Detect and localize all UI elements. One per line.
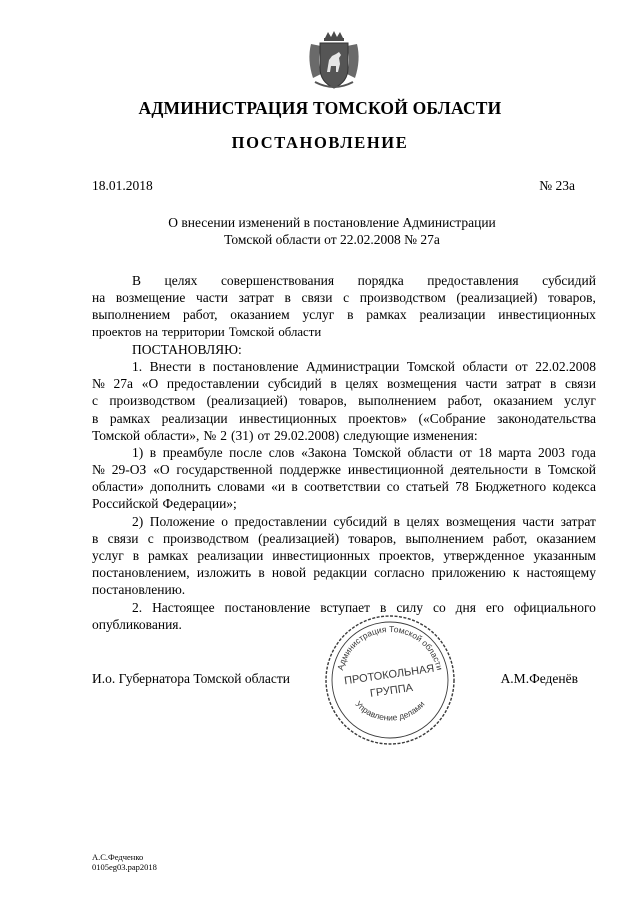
stamp-outer-bottom: Управление делами — [353, 698, 427, 723]
subject-line: О внесении изменений в постановление Администрации — [168, 215, 496, 230]
body-line: на возмещение части затрат в связи с производством (реализацией) товаров, — [92, 290, 596, 306]
round-stamp-icon — [320, 610, 460, 750]
signatory-position: И.о. Губернатора Томской области — [92, 671, 290, 686]
body-line: с производством (реализацией) товаров, выполнением работ, оказанием услуг — [92, 393, 596, 409]
body-line: проектов на территории Томской области — [92, 324, 322, 339]
body-line: области» дополнить словами «и в соответствии со статьей 78 Бюджетного кодекса — [92, 479, 596, 495]
document-date: 18.01.2018 — [92, 178, 153, 193]
body-line: постановлению. — [92, 582, 186, 598]
body-line: 2. Настоящее постановление вступает в силу со дня его официального — [132, 599, 596, 615]
document-footer — [92, 852, 157, 872]
body-line: ПОСТАНОВЛЯЮ: — [132, 341, 242, 357]
body-line: Российской Федерации»; — [92, 496, 237, 512]
stamp-outer-top: Администрация Томской области — [335, 623, 445, 672]
body-line: № 27а «О предоставлении субсидий в целях возмещения части затрат в связи — [92, 376, 596, 392]
document-subject — [120, 214, 544, 248]
body-line: 2) Положение о предоставлении субсидий в целях возмещения части затрат — [132, 513, 596, 529]
body-line: 1) в преамбуле после слов «Закона Томской области от 18 марта 2003 года — [132, 444, 596, 460]
body-line: услуг в рамках реализации инвестиционных проектов, утвержденное указанным — [92, 548, 596, 563]
organization-title: АДМИНИСТРАЦИЯ ТОМСКОЙ ОБЛАСТИ — [138, 98, 502, 118]
body-line: в связи с производством (реализацией) товаров, выполнением работ, оказанием — [92, 530, 596, 546]
stamp-center-line2: ГРУППА — [369, 681, 414, 700]
body-line: постановлением, изложить в новой редакции согласно приложению к настоящему — [92, 565, 596, 581]
document-type: ПОСТАНОВЛЕНИЕ — [231, 133, 409, 152]
footer-author: А.С.Федченко — [92, 852, 144, 862]
coat-of-arms-icon — [303, 30, 365, 92]
body-line: Томской области», № 2 (31) от 29.02.2008) следующие изменения: — [92, 427, 478, 443]
stamp-center-line1: ПРОТОКОЛЬНАЯ — [343, 662, 436, 688]
body-line: выполнением работ, оказанием услуг в рамках реализации инвестиционных — [92, 307, 596, 323]
document-body — [92, 272, 596, 633]
body-line: 1. Внести в постановление Администрации Томской области от 22.02.2008 — [132, 358, 596, 374]
subject-line: Томской области от 22.02.2008 № 27а — [224, 232, 440, 247]
body-line: в рамках реализации инвестиционных проектов» («Собрание законодательства — [92, 410, 596, 426]
footer-file-code: 0105eg03.pap2018 — [92, 862, 157, 872]
body-line: № 29-ОЗ «О государственной поддержке инвестиционной деятельности в Томской — [92, 462, 596, 478]
body-line: В целях совершенствования порядка предоставления субсидий — [132, 273, 596, 288]
signatory-name: А.М.Феденёв — [500, 671, 578, 686]
document-number: № 23а — [539, 178, 575, 193]
body-line: опубликования. — [92, 616, 182, 632]
